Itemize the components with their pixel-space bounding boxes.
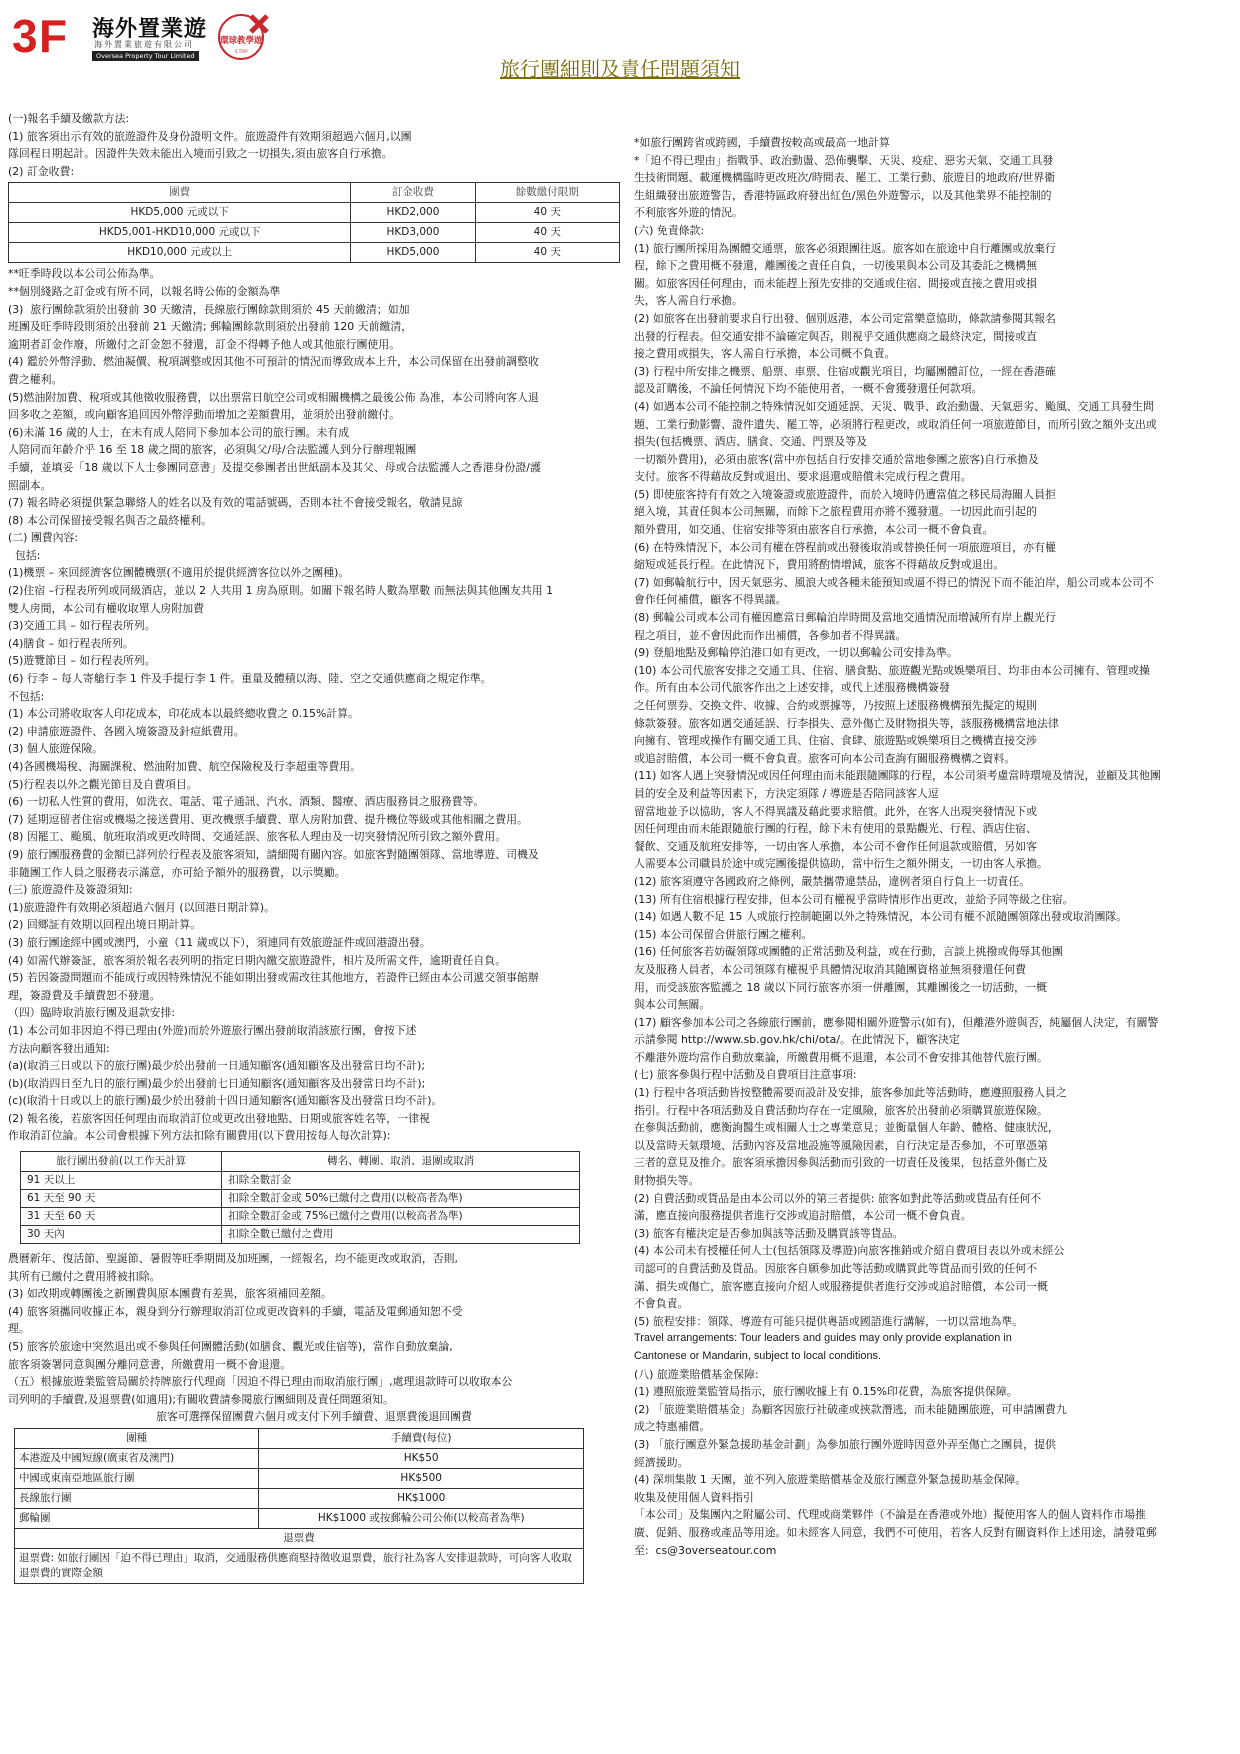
handling-fee-table (14, 1428, 584, 1584)
table-cell: 扣除全數訂金 (222, 1172, 580, 1190)
refund-fee-subheader: 退票費 (15, 1529, 584, 1549)
left-p3-line: （五）根據旅遊業監管局關於持牌旅行代理商「因迫不得已理由而取消旅行團」,處理退款時可以收取本公 (8, 1375, 513, 1389)
left-p2-line: (4) 如需代辦簽証，旅客須於報名表列明的指定日期內繳交旅遊證件，相片及所需文件，逾期責任自負。 (8, 953, 507, 967)
right-lines-line: 司認可的自費活動及貨品。因旅客自願參加此等活動或購買此等貨品而引致的任何不 (634, 1262, 1037, 1275)
right-lines-line: 示請參閱 http://www.sb.gov.hk/chi/ota/。在此情況下，顧客決定 (634, 1033, 960, 1047)
left-p2-line: (4)膳食 – 如行程表所列。 (8, 636, 134, 650)
right-lines-line: (六) 免責條款: (634, 223, 705, 237)
right-lines-line: 員的安全及利益等因素下，方決定須隊 / 導遊是否陪同該客人逗 (634, 786, 939, 800)
left-p2-line: (3) 個人旅遊保險。 (8, 742, 104, 756)
left-section-cancellation-notes (8, 1250, 620, 1408)
right-lines-line: (7) 如郵輪航行中，因天氣惡劣、風浪大或各種未能預知或逼不得已的情況下而不能泊岸，船公司或本公司不 (634, 575, 1154, 589)
right-lines-line: 關。如旅客因任何理由，而未能趕上預先安排的交通或住宿、間接或直接之費用或損 (634, 276, 1037, 290)
left-p2-line: (7) 延期逗留者住宿或機場之接送費用、更改機票手續費、單人房附加費、提升機位等級或其他相關之費用。 (8, 812, 528, 826)
right-lines-line: 人需要本公司職員於途中或完團後提供協助，當中衍生之額外開支，一切由客人承擔。 (634, 857, 1048, 871)
table-cell: 91 天以上 (21, 1172, 222, 1190)
table-cell: HK$500 (259, 1469, 584, 1489)
table-header-cell: 手續費(每位) (259, 1429, 584, 1449)
left-p2-line: 逾期者訂金作廢，所繳付之訂金恕不發還，訂金不得轉予他人或其他旅行團使用。 (8, 337, 401, 351)
left-section-terms (8, 265, 620, 1145)
right-lines-line: 題、工業行動影響、證件遺失、罷工等，必須將行程更改，或取消任何一項旅遊節目，而所引致之額外支出或 (634, 417, 1157, 431)
travel-arrangement-english-2: Cantonese or Mandarin, subject to local conditions. (634, 1349, 881, 1362)
right-lines-line: 程之項目，並不會因此而作出補償，各參加者不得異議。 (634, 628, 907, 642)
left-p2-line: (b)(取消四日至九日的旅行團)最少於出發前七日通知顧客(通知顧客及出發當日均不計); (8, 1076, 426, 1090)
right-lines-line: *如旅行團跨省或跨國，手續費按較高或最高一地計算 (634, 136, 890, 149)
right-lines2-line: 成之特惠補償。 (634, 1420, 711, 1434)
table-cell: 31 天至 60 天 (21, 1208, 222, 1226)
table-cell: HK$1000 (259, 1489, 584, 1509)
logo2-subtext: S TRIP (235, 49, 248, 54)
table-cell: HKD5,000 (351, 243, 475, 263)
left-p2-line: 包括: (8, 548, 41, 562)
right-lines-line: 或追討賠償，本公司一概不會負責。旅客可向本公司查詢有關服務機構之資料。 (634, 751, 1016, 765)
right-lines-line: 三者的意見及推介。旅客須承擔因參與活動而引致的一切責任及後果，包括意外傷亡及 (634, 1156, 1048, 1170)
left-p2-line: (2) 回鄉証有效期以回程出境日期計算。 (8, 918, 202, 932)
brand-english-name: Oversea Property Tour Limited (92, 51, 199, 61)
left-p2-line: (6) 一切私人性質的費用，如洗衣、電話、電子通訊、汽水、酒類、醫療、酒店服務員之服務費等。 (8, 795, 485, 809)
right-lines-line: (10) 本公司代旅客安排之交通工具、住宿、膳食點、旅遊觀光點或娛樂項目、均非由本公司擁有、管理或操 (634, 663, 1150, 677)
table-header-cell: 轉名、轉團、取消、退團或取消 (222, 1152, 580, 1172)
left-p2-line: (4) 鑑於外幣浮動、燃油凝價、稅項調整或因其他不可預計的情況而導致成本上升，本公司保留在出發前調整收 (8, 355, 539, 369)
table-cell: HKD5,001-HKD10,000 元或以下 (9, 223, 351, 243)
left-p2-line: (2) 申請旅遊證件、各國入境簽證及針痘紙費用。 (8, 724, 245, 738)
table-row (15, 1469, 584, 1489)
refund-fee-note: 退票費: 如旅行團因「迫不得已理由」取消，交通服務供應商堅持徵收退票費，旅行社為客人安排退款時，可向客人收取退票費的實際金額 (15, 1549, 584, 1584)
right-lines-line: 會作任何補償，顧客不得異議。 (634, 593, 787, 607)
right-lines-line: 餐飲、交通及航班安排等，一切由客人承擔，本公司不會作任何退款或賠償，另如客 (634, 839, 1037, 853)
right-lines-line: 額外費用，如交通、住宿安排等須由旅客自行承擔，本公司一概不會負責。 (634, 523, 994, 537)
left-p2-line: 照副本。 (8, 478, 52, 492)
table-row (15, 1449, 584, 1469)
right-section-compensation-fund (634, 1366, 1234, 1560)
left-p1-line: (2) 訂金收費: (8, 164, 75, 178)
right-lines-line: 支付。旅客不得藉故反對或退出、要求退還或賠償未完成行程之費用。 (634, 470, 972, 484)
left-p2-line: (5)燃油附加費、稅項或其他徵收服務費，以出票當日航空公司或相關機構之最後公佈 為准，本公司將向客人退 (8, 390, 539, 404)
right-lines-line: (2) 如旅客在出發前要求自行出發、個別返港，本公司定當樂意協助，條款請參閱其報名 (634, 311, 1056, 325)
right-lines-line: 因任何理由而未能跟隨旅行團的行程，餘下未有使用的景點觀光、行程、酒店住宿、 (634, 822, 1037, 836)
right-lines-line: (15) 本公司保留合併旅行團之權利。 (634, 927, 813, 941)
right-lines-line: (4) 本公司未有授權任何人士(包括領隊及導遊)向旅客推銷或介紹自費項目表以外或未經公 (634, 1244, 1065, 1258)
left-p2-line: (6)未滿 16 歲的人士，在未有成人陪同下參加本公司的旅行團。未有成 (8, 425, 350, 439)
table-header-cell: 訂金收費 (351, 183, 475, 203)
table-cell: 40 天 (475, 223, 619, 243)
left-p2-line: （四）臨時取消旅行團及退款安排: (8, 1006, 176, 1020)
right-lines2-line: 經濟援助。 (634, 1455, 689, 1469)
right-lines-line: 縮短或延長行程。在此情況下，費用將酌情增減，旅客不得藉故反對或退出。 (634, 558, 1005, 572)
left-p2-line: (1) 本公司將收取客人印花成本，印花成本以最終總收費之 0.15%計算。 (8, 707, 359, 721)
right-lines-line: (13) 所有住宿根據行程安排，但本公司有權視乎當時情形作出更改，並給予同等級之住宿。 (634, 892, 1074, 906)
logo2-text: 環球教學遊 (220, 36, 263, 46)
left-p3-line: 司列明的手續費,及退票費(如適用);有關收費請參閱旅行團細則及責任問題須知。 (8, 1392, 394, 1406)
right-lines-line: (11) 如客人遇上突發情況或因任何理由而未能跟隨團隊的行程，本公司須考慮當時環境及情況，並顧及其他團 (634, 769, 1161, 783)
right-lines-line: 之任何票券、交換文件、收據、合約或票據等，乃按照上述服務機構預先擬定的規則 (634, 699, 1037, 712)
right-lines-line: (3) 旅客有權決定是否參加與該等活動及購買該等貨品。 (634, 1226, 904, 1240)
left-p2-line: (5) 若因簽證問題而不能成行或因特殊情況不能如期出發或需改往其他地方，若證件已經由本公司遞交領事館辦 (8, 971, 539, 985)
table-row (9, 203, 620, 223)
table-header-cell: 團費 (9, 183, 351, 203)
right-lines-line: 不離港外遊均當作自動放棄論，所繳費用概不退還，本公司不會安排其他替代旅行團。 (634, 1050, 1048, 1064)
right-lines2-line: 至: cs@3overseatour.com (634, 1543, 777, 1557)
right-lines-line: 友及服務人員者，本公司領隊有權視乎具體情況取消其隨團資格並無須發還任何費 (634, 962, 1027, 976)
right-lines-line: (6) 在特殊情況下，本公司有權在啓程前或出發後取消或替換任何一項旅遊項目，亦有權 (634, 540, 1056, 554)
right-lines-line: 向擁有、管理或操作有關交通工具、住宿、食肆、旅遊點或娛樂項目之機構直接交涉 (634, 734, 1037, 748)
right-lines-line: (5) 旅程安排：領隊、導遊有可能只提供粵語或國語進行講解，一切以當地為準。 (634, 1314, 1024, 1328)
left-p2-line: 手續，並填妥「18 歲以下人士參團同意書」及提交參團者出世紙副本及其父、母或合法監護人之香港身份證/護 (8, 460, 541, 474)
right-lines-line: (8) 郵輪公司或本公司有權因應當日郵輪泊岸時間及當地交通情況而增減所有岸上觀光行 (634, 611, 1056, 625)
right-column (634, 134, 1234, 1559)
left-p2-line: (1) 本公司如非因迫不得已理由(外遊)而於外遊旅行團出發前取消該旅行團，會按下述 (8, 1023, 417, 1037)
left-p2-line: (c)(取消十日或以上的旅行團)最少於出發前十四日通知顧客(通知顧客及出發當日均不計)。 (8, 1094, 443, 1108)
left-p2-line: (8) 因罷工、颱風、航班取消或更改時間、交通延誤、旅客私人理由及一切突發情況所引致之額外費用。 (8, 830, 507, 844)
table-cell: 扣除全數訂金或 50%已繳付之費用(以較高者為準) (222, 1190, 580, 1208)
left-p2-line: (1)機票 – 來回經濟客位團體機票(不適用於提供經濟客位以外之團種)。 (8, 566, 350, 580)
right-lines-line: 與本公司無關。 (634, 998, 711, 1012)
right-lines-line: 作。所有由本公司代旅客作出之上述安排，或代上述服務機構簽發 (634, 681, 950, 695)
left-p1-line: (1) 旅客須出示有效的旅遊證件及身份證明文件。旅遊證件有效期須超過六個月,以團 (8, 129, 412, 143)
right-lines-line: (5) 即使旅客持有有效之入境簽證或旅遊證件，而於入境時仍遭當值之移民局海關人員拒 (634, 487, 1056, 501)
left-section-registration (8, 110, 620, 180)
table-row (15, 1489, 584, 1509)
table-cell: 扣除全數已繳付之費用 (222, 1226, 580, 1244)
left-p2-line: (三) 旅遊證件及簽證須知: (8, 883, 133, 897)
svg-text:F: F (39, 10, 68, 58)
left-p2-line: (3) 旅行團途經中國或澳門，小童（11 歲或以下），須連同有效旅遊証件或回港證出發。 (8, 935, 431, 949)
left-p3-line: 其所有已繳付之費用將被扣除。 (8, 1269, 161, 1283)
right-lines-line: 滿、損失或傷亡，旅客應直接向介紹人或服務提供者進行交涉或追討賠償，本公司一概 (634, 1279, 1048, 1293)
handling-fee-caption: 旅客可選擇保留團費六個月或支付下列手續費、退票費後退回團費 (156, 1410, 472, 1424)
right-lines2-line: (1) 遵照旅遊業監管局指示，旅行團收據上有 0.15%印花費，為旅客提供保障。 (634, 1385, 1018, 1399)
right-lines-line: 財物損失等。 (634, 1174, 700, 1188)
left-p2-line: 人陪同而年齡介乎 16 至 18 歲之間的旅客，必須與父/母/合法監護人到分行辦理報團 (8, 443, 417, 457)
right-lines-line: 以及當時天氣環境、活動內容及當地設施等風險因素，自行決定是否參加，不可單憑第 (634, 1138, 1048, 1152)
svg-text:3: 3 (12, 10, 38, 58)
travel-arrangement-english-1: Travel arrangements: Tour leaders and guides may only provide explanation in (634, 1332, 1012, 1345)
right-lines-line: 滿，應直接向服務提供者進行交涉或追討賠償，本公司一概不會負責。 (634, 1209, 972, 1223)
right-lines2-line: 廣、促銷、服務或產品等用途。如未經客人同意，我們不可使用，若客人反對有關資料作上述用途，請發電郵 (634, 1525, 1157, 1539)
left-p2-line: (6) 行李 – 每人寄艙行李 1 件及手提行李 1 件。重量及體積以海、陸、空之交通供應商之規定作準。 (8, 672, 492, 686)
3f-logo (12, 10, 74, 58)
right-lines-line: 留當地並予以協助，客人不得異議及藉此要求賠償。此外，在客人出現突發情況下或 (634, 804, 1037, 818)
left-p2-line: 作取消訂位論。本公司會根據下列方法扣除有關費用(以下費用按每人每次計算): (8, 1129, 391, 1143)
right-lines-line: (4) 如遇本公司不能控制之特殊情況如交通延誤、天災、戰爭、政治動盪、天氣惡劣、颱風、交通工具發生問 (634, 399, 1154, 413)
table-cell: HKD3,000 (351, 223, 475, 243)
table-header-cell: 旅行團出發前(以工作天計算 (21, 1152, 222, 1172)
table-row (21, 1190, 580, 1208)
table-header-cell: 餘數繳付限期 (475, 183, 619, 203)
left-p2-line: (1)旅遊證件有效期必須超過六個月 (以回港日期計算)。 (8, 900, 275, 914)
table-row (21, 1208, 580, 1226)
right-lines-line: 不利旅客外遊的情況。 (634, 206, 743, 220)
left-p3-line: (3) 如改期或轉團後之新團費與原本團費有差異，旅客須補回差額。 (8, 1287, 332, 1301)
table-cell: HK$50 (259, 1449, 584, 1469)
left-p3-line: (4) 旅客須攜同收據正本，親身到分行辦理取消訂位或更改資料的手續，電話及電郵通知恕不受 (8, 1304, 463, 1318)
left-p2-line: (3)交通工具 – 如行程表所列。 (8, 619, 156, 633)
left-p2-line: 班團及旺季時段則須於出發前 21 天繳清; 郵輪團餘款則須於出發前 120 天前繳清， (8, 320, 413, 334)
right-lines-line: 生組織發出旅遊警告，香港特區政府發出紅色/黑色外遊警示，以及其他業界不能控制的 (634, 188, 1052, 202)
table-row (9, 243, 620, 263)
right-lines-line: 失，客人需自行承擔。 (634, 294, 743, 308)
right-lines-line: 條款簽發。旅客如遇交通延誤、行李損失、意外傷亡及財物損失等，該服務機構當地法律 (634, 716, 1059, 730)
table-row (21, 1172, 580, 1190)
brand-chinese-name: 海外置業遊 (92, 16, 208, 42)
left-p2-line: (9) 旅行團服務費的金額已詳列於行程表及旅客須知，請細閱有關內容。如旅客對隨團領隊、當地導遊、司機及 (8, 847, 539, 861)
right-lines2-line: (3) 「旅行團意外緊急援助基金計劃」為參加旅行團外遊時因意外弄至傷亡之團員，提供 (634, 1437, 1056, 1451)
right-lines2-line: (4) 深圳集散 1 天團，並不列入旅遊業賠償基金及旅行團意外緊急援助基金保障。 (634, 1473, 1027, 1487)
right-lines-line: (9) 登船地點及郵輪停泊港口如有更改，一切以郵輪公司安排為準。 (634, 646, 958, 660)
deposit-table (8, 182, 620, 263)
left-p2-line: (3) 旅行團餘款須於出發前 30 天繳清，長線旅行團餘款則須於 45 天前繳清；如加 (8, 302, 410, 316)
table-cell: 扣除全數訂金或 75%已繳付之費用(以較高者為準) (222, 1208, 580, 1226)
table-cell: 郵輪團 (15, 1509, 259, 1529)
right-lines-line: 一切額外費用)，必須由旅客(當中亦包括自行安排交通於當地參團之旅客)自行承擔及 (634, 452, 1039, 466)
left-p2-line: 雙人房間，本公司有權收取單人房附加費 (8, 601, 205, 615)
left-p2-line: (5)遊覽節目 – 如行程表所列。 (8, 654, 156, 668)
left-p2-line: (7) 報名時必須提供緊急聯絡人的姓名以及有效的電話號碼，否則本社不會接受報名，敬請見諒 (8, 496, 463, 510)
table-cell: HKD5,000 元或以下 (9, 203, 351, 223)
left-p3-line: 農曆新年、復活節、聖誕節、暑假等旺季期間及加班團，一經報名，均不能更改或取消，否則, (8, 1252, 458, 1266)
right-lines-line: (16) 任何旅客若妨礙領隊或團體的正常活動及利益，或在行動，言談上挑撥或侮辱其他團 (634, 945, 1063, 959)
left-p2-line: (5)行程表以外之觀光節目及自費項目。 (8, 777, 198, 791)
table-cell: HKD10,000 元或以上 (9, 243, 351, 263)
right-lines2-line: (2) 「旅遊業賠償基金」為顧客因旅行社破產或挾款潛逃，而未能隨團旅遊，可申請團費九 (634, 1402, 1067, 1416)
right-lines-line: 接之費用或損失，客人需自行承擔，本公司概不負責。 (634, 347, 896, 361)
right-lines-line: 損失(包括機票、酒店、膳食、交通、門票及等及 (634, 435, 867, 449)
table-cell: 40 天 (475, 203, 619, 223)
left-p2-line: (a)(取消三日或以下的旅行團)最少於出發前一日通知顧客(通知顧客及出發當日均不計); (8, 1059, 426, 1073)
left-p2-line: 費之權利。 (8, 372, 63, 386)
right-lines-line: 程，餘下之費用概不發還，離團後之責任自負，一切後果與本公司及其委託之機構無 (634, 259, 1037, 273)
left-p2-line: 非隨團工作人員之服務表示滿意，亦可給予額外的服務費，以示獎勵。 (8, 865, 346, 879)
right-section-disclaimer (634, 134, 1234, 1330)
right-lines-line: (1) 行程中各項活動皆按整體需要而設計及安排，旅客參加此等活動時，應遵照服務人員之 (634, 1086, 1067, 1100)
right-lines-line: 不會負責。 (634, 1297, 689, 1311)
left-column (8, 110, 620, 1584)
table-cell: HKD2,000 (351, 203, 475, 223)
table-header-cell: 團種 (15, 1429, 259, 1449)
left-p3-line: (5) 旅客於旅途中突然退出或不參與任何團體活動(如膳食、觀光或住宿等)，當作自動放棄論, (8, 1340, 453, 1354)
left-p2-line: 回多收之差額，或向顧客追回因外幣浮動而增加之差額費用，並須於出發前繳付。 (8, 408, 401, 422)
left-p1-line: (一)報名手續及繳款方法: (8, 112, 130, 125)
left-p2-line: (8) 本公司保留接受報名與否之最終權利。 (8, 513, 213, 527)
table-cell: 30 天內 (21, 1226, 222, 1244)
table-cell: 40 天 (475, 243, 619, 263)
document-title: 旅行團細則及責任問題須知 (500, 57, 740, 81)
brand-chinese-subname: 海外置業旅遊有限公司 (94, 40, 194, 49)
table-cell: 本港遊及中國短線(廣東省及澳門) (15, 1449, 259, 1469)
right-lines-line: (14) 如遇人數不足 15 人或旅行控制範圍以外之特殊情況，本公司有權不派隨團領隊出發或取消團隊。 (634, 910, 1128, 924)
left-p2-line: 不包括: (8, 689, 45, 703)
right-lines-line: (七) 旅客參與行程中活動及自費項目注意事項: (634, 1068, 857, 1082)
table-cell: HK$1000 或按郵輪公司公佈(以較高者為準) (259, 1509, 584, 1529)
right-lines-line: 認及訂購後，不論任何情況下均不能使用者，一概不會獲發還任何款項。 (634, 382, 983, 396)
left-p1-line: 隊回程日期起計。因證件失效未能出入境而引致之一切損失,須由旅客自行承擔。 (8, 147, 393, 161)
right-lines-line: (2) 自費活動或貨品是由本公司以外的第三者提供: 旅客如對此等活動或貨品有任何不 (634, 1191, 1042, 1205)
left-p3-line: 理。 (8, 1322, 30, 1336)
right-lines2-line: 收集及使用個人資料指引 (634, 1490, 754, 1504)
left-p2-line: **旺季時段以本公司公佈為準。 (8, 267, 161, 281)
table-cell: 長線旅行團 (15, 1489, 259, 1509)
table-cell: 61 天至 90 天 (21, 1190, 222, 1208)
cancellation-fee-table (20, 1151, 580, 1244)
table-row (21, 1226, 580, 1244)
right-lines-line: 指引。行程中各項活動及自費活動均存在一定風險，旅客於出發前必須購買旅遊保險。 (634, 1103, 1048, 1117)
right-lines-line: 出發的行程表。但交通安排不論確定與否，則視乎交通供應商之最終決定，間接或直 (634, 329, 1037, 343)
right-lines-line: 在參與活動前，應衡詢醫生或相關人士之專業意見；並衡量個人年齡、體格、健康狀況， (634, 1121, 1059, 1135)
table-cell: 中國或東南亞地區旅行團 (15, 1469, 259, 1489)
right-lines-line: 用，而受該旅客監護之 18 歲以下同行旅客亦須一併離團，其離團後之一切活動，一概 (634, 980, 1047, 994)
table-row (9, 223, 620, 243)
left-p2-line: (4)各國機場稅、海關課稅、燃油附加費、航空保險稅及行李超重等費用。 (8, 760, 362, 773)
right-lines2-line: (八) 旅遊業賠償基金保障: (634, 1367, 759, 1381)
left-p2-line: 方法向顧客發出通知: (8, 1041, 110, 1055)
right-lines-line: 生技術問題、載運機構臨時更改班次/時間表、罷工、工業行動、旅遊目的地政府/世界衛 (634, 171, 1056, 185)
left-p2-line: **個別綫路之訂金或有所不同，以報名時公佈的金額為準 (8, 284, 281, 298)
right-lines-line: (12) 旅客須遵守各國政府之條例，嚴禁攜帶違禁品，違例者須自行負上一切責任。 (634, 874, 1031, 888)
right-lines-line: *「迫不得已理由」指戰爭、政治動盪、恐佈襲擊、天災、疫症、惡劣天氣、交通工具發 (634, 153, 1054, 167)
left-p2-line: (2)住宿 –行程表所列或同級酒店，並以 2 人共用 1 房為原則。如關下報名時人數為單數 而無法與其他團友共用 1 (8, 584, 554, 598)
left-p2-line: (二) 團費內容: (8, 531, 79, 545)
right-lines-line: (17) 顧客參加本公司之各線旅行團前，應參閱相關外遊警示(如有)，但離港外遊與否，純屬個人決定，有關警 (634, 1015, 1159, 1029)
right-lines2-line: 「本公司」及集團內之附屬公司、代理或商業夥伴（不論是在香港或外地）擬使用客人的個人資料作市場推 (634, 1508, 1146, 1522)
right-lines-line: 絕入境，其責任與本公司無關，而餘下之旅程費用亦將不獲發還。一切因此而引起的 (634, 505, 1037, 519)
left-p2-line: (2) 報名後，若旅客因任何理由而取消訂位或更改出發地點、日期或旅客姓名等，一律視 (8, 1111, 430, 1125)
left-p3-line: 旅客須簽署同意與團分離同意書，所繳費用一概不會退還。 (8, 1357, 292, 1371)
right-lines-line: (1) 旅行團所採用為團體交通票，旅客必須跟團往返。旅客如在旅途中自行離團或放棄行 (634, 241, 1056, 255)
right-lines-line: (3) 行程中所安排之機票、船票、車票、住宿或觀光項目，均屬團體訂位，一經在香港確 (634, 364, 1056, 378)
left-p2-line: 理，簽證費及手續費恕不發還。 (8, 988, 161, 1002)
table-row (15, 1509, 584, 1529)
